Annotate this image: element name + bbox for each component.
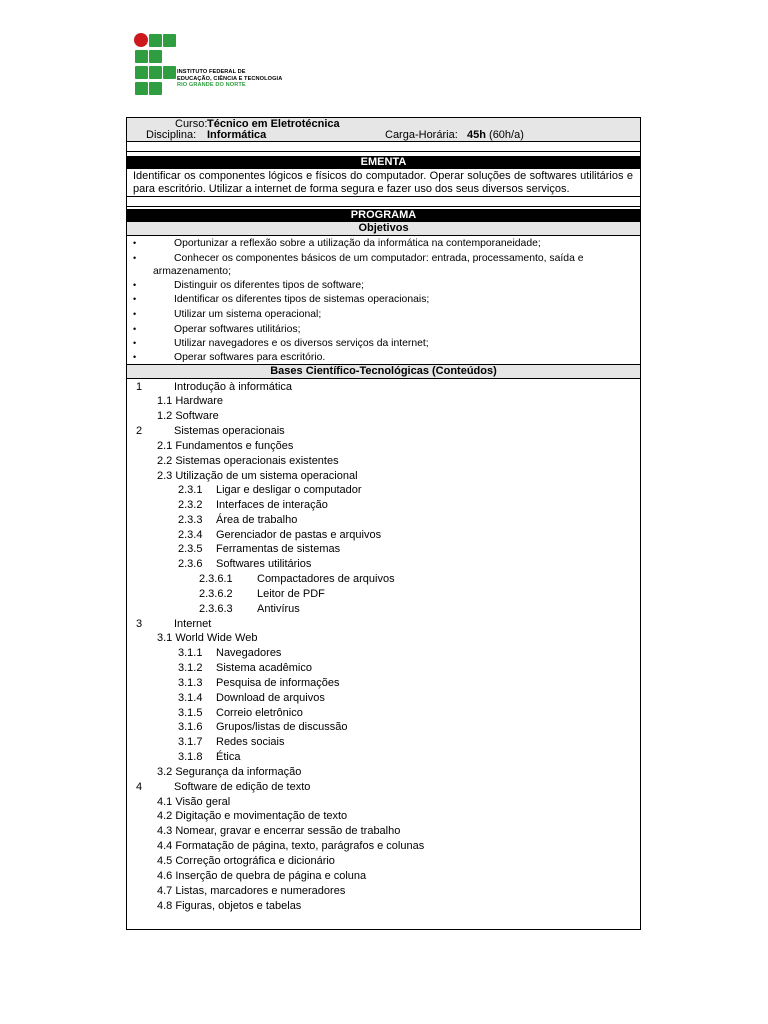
carga-value — [467, 129, 524, 141]
divider — [126, 378, 641, 379]
subtopic-text: 4.2 Digitação e movimentação de texto — [157, 810, 348, 822]
subtopic-text: 4.7 Listas, marcadores e numeradores — [157, 885, 346, 897]
subitem-text: Leitor de PDF — [257, 588, 325, 600]
item-number: 2.3.1 — [178, 484, 203, 496]
subtopic-text: 2.2 Sistemas operacionais existentes — [157, 455, 339, 467]
topic-text: Sistemas operacionais — [174, 425, 285, 437]
item-number: 2.3.5 — [178, 543, 203, 555]
logo-line-2: EDUCAÇÃO, CIÊNCIA E TECNOLOGIA — [177, 75, 283, 82]
course-header — [126, 117, 641, 142]
objetivo-continuation: armazenamento; — [153, 266, 231, 277]
curso-value: Técnico em Eletrotécnica — [207, 118, 340, 130]
carga-extra: (60h/a) — [489, 129, 524, 141]
logo-line-3: RIO GRANDE DO NORTE — [177, 82, 246, 89]
subtopic-text: 4.4 Formatação de página, texto, parágrafos e colunas — [157, 840, 425, 852]
subtopic-text: 4.3 Nomear, gravar e encerrar sessão de trabalho — [157, 825, 401, 837]
logo-square-icon — [135, 66, 148, 79]
logo-square-icon — [149, 34, 162, 47]
item-text: Correio eletrônico — [216, 707, 303, 719]
subitem-number: 2.3.6.3 — [199, 603, 233, 615]
item-number: 3.1.5 — [178, 707, 203, 719]
item-text: Navegadores — [216, 647, 282, 659]
divider — [126, 151, 641, 152]
item-number: 3.1.4 — [178, 692, 203, 704]
item-text: Redes sociais — [216, 736, 285, 748]
objetivos-title: Objetivos — [127, 222, 640, 235]
item-text: Interfaces de interação — [216, 499, 328, 511]
subtopic-text: 2.3 Utilização de um sistema operacional — [157, 470, 358, 482]
subtopic-text: 3.1 World Wide Web — [157, 632, 258, 644]
bullet-icon: • — [133, 324, 137, 334]
logo-square-icon — [135, 82, 148, 95]
topic-text: Introdução à informática — [174, 381, 293, 393]
logo-square-icon — [149, 66, 162, 79]
item-text: Ética — [216, 751, 241, 763]
bases-title: Bases Científico-Tecnológicas (Conteúdos) — [127, 365, 640, 378]
item-number: 3.1.6 — [178, 721, 203, 733]
subitem-text: Compactadores de arquivos — [257, 573, 395, 585]
subitem-text: Antivírus — [257, 603, 300, 615]
item-text: Softwares utilitários — [216, 558, 312, 570]
logo-square-icon — [149, 50, 162, 63]
carga-hours: 45h — [467, 129, 486, 141]
divider — [126, 196, 641, 197]
item-text: Download de arquivos — [216, 692, 325, 704]
item-text: Grupos/listas de discussão — [216, 721, 348, 733]
item-text: Sistema acadêmico — [216, 662, 312, 674]
bullet-icon: • — [133, 309, 137, 319]
item-text: Gerenciador de pastas e arquivos — [216, 529, 382, 541]
subtopic-text: 4.5 Correção ortográfica e dicionário — [157, 855, 335, 867]
item-number: 3.1.8 — [178, 751, 203, 763]
bullet-icon: • — [133, 352, 137, 362]
logo-text — [177, 69, 282, 89]
subtopic-text: 1.2 Software — [157, 410, 219, 422]
item-number: 2.3.4 — [178, 529, 203, 541]
bullet-icon: • — [133, 238, 137, 248]
disciplina-value: Informática — [207, 129, 267, 141]
ementa-text: Identificar os componentes lógicos e físicos do computador. Operar soluções de softwares utilitários e para escritório. Utilizar a internet de forma segura e fazer uso dos seus diversos serviços. — [133, 170, 633, 195]
programa-title: PROGRAMA — [127, 209, 640, 222]
subtopic-text: 4.1 Visão geral — [157, 796, 231, 808]
subtopic-text: 3.2 Segurança da informação — [157, 766, 302, 778]
curso-label: Curso: — [175, 118, 208, 130]
topic-number: 2 — [136, 425, 143, 437]
topic-text: Internet — [174, 618, 212, 630]
item-number: 3.1.3 — [178, 677, 203, 689]
item-text: Ligar e desligar o computador — [216, 484, 362, 496]
logo-square-icon — [149, 82, 162, 95]
logo-line-1: INSTITUTO FEDERAL DE — [177, 69, 246, 75]
subitem-number: 2.3.6.1 — [199, 573, 233, 585]
logo-square-icon — [163, 66, 176, 79]
logo-square-icon — [135, 50, 148, 63]
item-text: Área de trabalho — [216, 514, 298, 526]
topic-text: Software de edição de texto — [174, 781, 311, 793]
subtopic-text: 1.1 Hardware — [157, 395, 224, 407]
bullet-icon: • — [133, 338, 137, 348]
logo-red-dot-icon — [134, 33, 148, 47]
subtopic-text: 4.6 Inserção de quebra de página e coluna — [157, 870, 367, 882]
carga-label: Carga-Horária: — [385, 129, 458, 141]
logo-square-icon — [163, 34, 176, 47]
item-number: 2.3.3 — [178, 514, 203, 526]
subtopic-text: 2.1 Fundamentos e funções — [157, 440, 294, 452]
topic-number: 1 — [136, 381, 143, 393]
bullet-icon: • — [133, 294, 137, 304]
topic-number: 3 — [136, 618, 143, 630]
divider — [126, 235, 641, 236]
item-text: Pesquisa de informações — [216, 677, 340, 689]
item-text: Ferramentas de sistemas — [216, 543, 341, 555]
topic-number: 4 — [136, 781, 143, 793]
ementa-title: EMENTA — [127, 156, 640, 169]
subtopic-text: 4.8 Figuras, objetos e tabelas — [157, 900, 302, 912]
item-number: 3.1.1 — [178, 647, 203, 659]
bullet-icon: • — [133, 253, 137, 263]
divider — [126, 206, 641, 207]
bullet-icon: • — [133, 280, 137, 290]
item-number: 2.3.6 — [178, 558, 203, 570]
item-number: 2.3.2 — [178, 499, 203, 511]
institution-logo — [133, 33, 293, 99]
item-number: 3.1.2 — [178, 662, 203, 674]
item-number: 3.1.7 — [178, 736, 203, 748]
subitem-number: 2.3.6.2 — [199, 588, 233, 600]
disciplina-label: Disciplina: — [146, 129, 197, 141]
